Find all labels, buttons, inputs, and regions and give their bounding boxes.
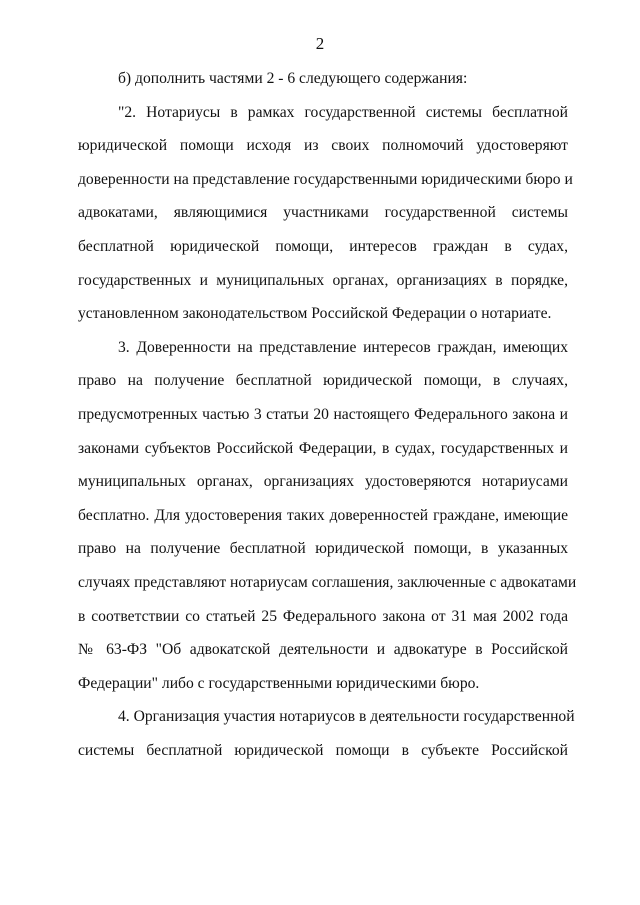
text-line: б) дополнить частями 2 - 6 следующего содержания: [118,70,468,87]
text-line: бесплатной юридической помощи, интересов граждан в судах, [78,237,568,255]
text-line: доверенности на представление государственными юридическими бюро и [78,170,573,188]
text-line: Федерации" либо с государственными юридическими бюро. [78,674,480,692]
page-number: 2 [315,34,325,53]
text-line: № 63-ФЗ "Об адвокатской деятельности и адвокатуре в Российской [78,641,568,659]
text-line: право на получение бесплатной юридической помощи, в случаях, [78,372,568,390]
text-line: право на получение бесплатной юридической помощи, в указанных [78,540,568,558]
text-line: "2. Нотариусы в рамках государственной системы бесплатной [118,103,568,121]
text-line: 4. Организация участия нотариусов в деятельности государственной [118,708,575,726]
text-line: муниципальных органах, организациях удостоверяются нотариусами [78,473,568,491]
text-line: законами субъектов Российской Федерации, в судах, государственных и [78,439,568,457]
text-line: 3. Доверенности на представление интересов граждан, имеющих [118,338,568,356]
text-line: установленном законодательством Российской Федерации о нотариате. [78,305,552,323]
text-line: бесплатно. Для удостоверения таких доверенностей граждане, имеющие [78,506,568,524]
text-line: юридической помощи исходя из своих полномочий удостоверяют [78,137,568,155]
document-body [78,67,577,772]
text-line: государственных и муниципальных органах, организациях в порядке, [78,271,568,289]
text-line: случаях представляют нотариусам соглашения, заключенные с адвокатами [78,573,577,591]
text-line: системы бесплатной юридической помощи в субъекте Российской [78,741,568,759]
text-line: адвокатами, являющимися участниками государственной системы [78,204,568,222]
text-line: в соответствии со статьей 25 Федерального закона от 31 мая 2002 года [78,607,568,625]
text-line: предусмотренных частью 3 статьи 20 настоящего Федерального закона и [78,405,568,423]
